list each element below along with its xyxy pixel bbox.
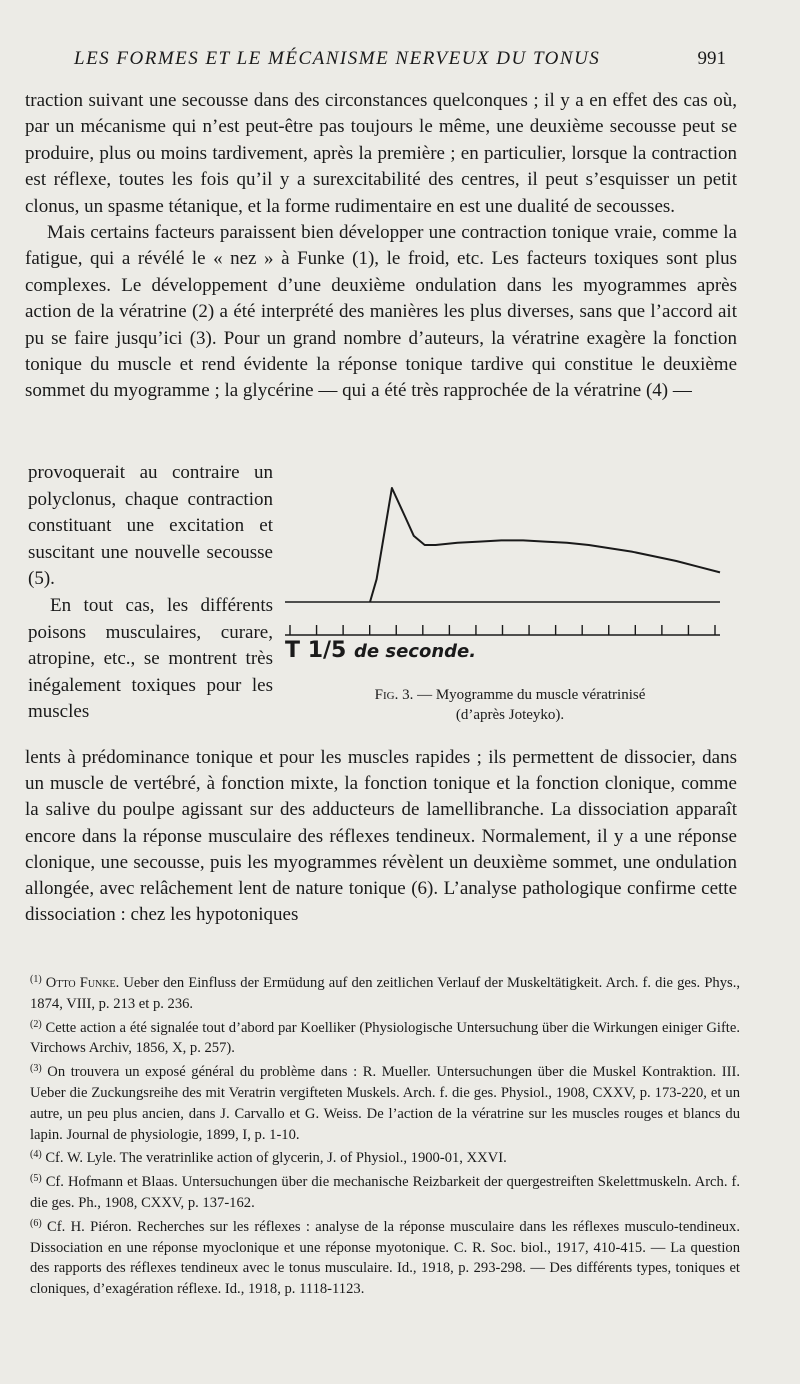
page-number: 991 bbox=[697, 48, 726, 69]
wrapped-text-part-1: provoquerait au contraire un polyclonus, chaque contraction constituant une excitation et suscitant une nouvelle secousse (5). bbox=[28, 462, 273, 590]
footnote-number: (1) bbox=[30, 974, 42, 985]
wrapped-text bbox=[28, 460, 273, 726]
main-text-upper bbox=[25, 88, 737, 405]
footnote-3 bbox=[30, 1059, 740, 1145]
paragraph-3: lents à prédominance tonique et pour les muscles rapides ; ils permettent de dissocier, dans un muscle de vertébré, à fonction mixte, la fonction tonique et la fonction clonique, comme la salive du poulpe agissant sur des adducteurs de lamellibranche. La dissociation apparaît encore dans la réponse musculaire des réflexes tendineux. Normalement, il y a une réponse clonique, une secousse, puis les myogrammes révèlent un deuxième sommet, une ondulation allongée, avec relâchement lent de nature tonique (6). L’analyse pathologique confirme cette dissociation : chez les hypotoniques bbox=[25, 747, 737, 926]
footnote-text: Cf. W. Lyle. The veratrinlike action of glycerin, J. of Physiol., 1900-01, XXVI. bbox=[45, 1150, 507, 1167]
footnote-4 bbox=[30, 1145, 740, 1169]
time-scale-ticks bbox=[285, 625, 720, 635]
footnote-number: (2) bbox=[30, 1018, 42, 1030]
scale-t: T bbox=[285, 638, 301, 663]
footnote-1 bbox=[30, 970, 740, 1015]
footnote-5 bbox=[30, 1169, 740, 1214]
footnote-6 bbox=[30, 1214, 740, 1300]
paragraph-1: traction suivant une secousse dans des circonstances quelconques ; il y a en effet des cas où, par un mécanisme qui n’est peut-être pas toujours le même, une deuxième secousse peut se produire, plus ou moins tardivement, après la première ; en particulier, lorsque la contraction est réflexe, toutes les fois qu’il y a surexcitabilité des centres, il peut s’esquisser un petit clonus, un spasme tétanique, et la forme rudimentaire en est une dualité de secousses. bbox=[25, 90, 737, 217]
footnote-author: Otto Funke bbox=[45, 975, 116, 991]
caption-text: — Myogramme du muscle vératrinisé bbox=[413, 687, 646, 703]
footnote-number: (4) bbox=[30, 1149, 42, 1161]
wrapped-text-part-2: En tout cas, les différents poisons musculaires, curare, atropine, etc., se montrent très inégalement toxiques pour les muscles bbox=[28, 594, 273, 723]
scale-unit: de seconde. bbox=[354, 641, 477, 662]
curve-layer bbox=[370, 488, 720, 602]
footnote-text: . Ueber den Einfluss der Ermüdung auf den zeitlichen Verlauf der Muskeltätigkeit. Arch. f. die ges. Phys., 1874, VIII, p. 213 et p. 236. bbox=[30, 975, 741, 1012]
footnote-text: Cette action a été signalée tout d’abord par Koelliker (Physiologische Untersuchung über die Wirkungen einiger Gifte. Virchows Archiv, 1856, X, p. 257). bbox=[30, 1019, 740, 1057]
footnote-text: On trouvera un exposé général du problème dans : R. Mueller. Untersuchungen über die Muskel Kontraktion. III. Ueber die Zuckungsreihe des mit Veratrin vergifteten Muskels. Arch. f. die ges. Physiol., 1908, CXXV, p. 173-220, et un autre, un peu plus ancien, dans J. Carvallo et G. Weiss. De l’action de la vératrine sur les muscles rouges et blancs du lapin. Journal de physiologie, 1899, I, p. 1-10. bbox=[30, 1064, 740, 1143]
footnote-number: (3) bbox=[30, 1063, 42, 1075]
time-scale-label bbox=[285, 638, 476, 663]
figure-caption bbox=[310, 685, 710, 725]
footnote-text: Cf. H. Piéron. Recherches sur les réflexes : analyse de la réponse musculaire dans les réflexes musculo-tendineux. Dissociation en une réponse myoclonique et une réponse myotonique. C. R. Soc. biol., 1917, 410-415. — La question des rapports des réflexes tendineux avec le tonus musculaire. Id., 1918, p. 293-298. — Des différents types, toniques et cloniques, d’exagération réflexe. Id., 1918, p. 1118-1123. bbox=[30, 1218, 740, 1298]
footnote-number: (6) bbox=[30, 1217, 42, 1229]
footnote-text: Cf. Hofmann et Blaas. Untersuchungen über die mechanische Reizbarkeit der quergestreiften Skelettmuskeln. Arch. f. die ges. Ph., 1908, CXXV, p. 137-162. bbox=[30, 1174, 741, 1211]
figure-myogram bbox=[280, 480, 730, 730]
footnotes bbox=[30, 970, 740, 1300]
paragraph-2: Mais certains facteurs paraissent bien développer une contraction tonique vraie, comme la fatigue, qui a révélé le « nez » à Funke (1), le froid, etc. Les facteurs toxiques sont plus complexes. Le développement d’une deuxième ondulation dans les myogrammes après action de la vératrine (2) a été interprété des manières les plus diverses, sans que l’accord ait pu se faire jusqu’ici (3). Pour un grand nombre d’auteurs, la vératrine exagère la fonction tonique du muscle et rend évidente la réponse tonique tardive qui constitue le deuxième sommet du myogramme ; la glycérine — qui a été très rapprochée de la vératrine (4) — bbox=[25, 222, 737, 402]
scale-fraction: 1/5 bbox=[307, 638, 347, 663]
footnote-2 bbox=[30, 1015, 740, 1060]
running-title: LES FORMES ET LE MÉCANISME NERVEUX DU TONUS bbox=[74, 48, 601, 69]
myogram-chart bbox=[280, 480, 730, 640]
caption-text-2: (d’après Joteyko). bbox=[455, 707, 565, 723]
footnote-number: (5) bbox=[30, 1173, 42, 1185]
running-header bbox=[70, 48, 730, 74]
caption-label: Fig. 3. bbox=[374, 687, 414, 703]
main-text-lower bbox=[25, 745, 737, 928]
myogram-curve bbox=[370, 488, 720, 602]
